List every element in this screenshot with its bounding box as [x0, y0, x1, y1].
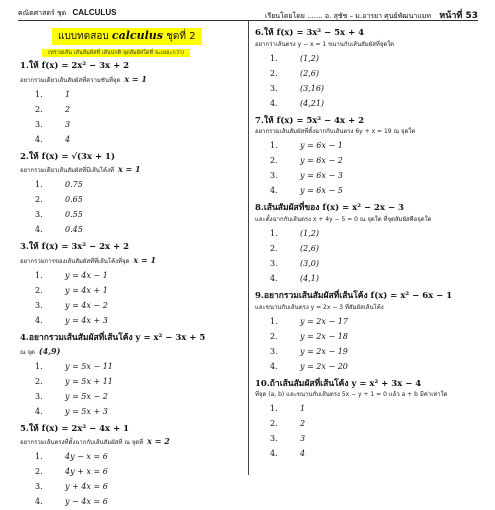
- answer-option[interactable]: [20, 118, 244, 133]
- option-text: (3,16): [300, 83, 325, 93]
- option-number: 4.: [270, 186, 278, 196]
- answer-option[interactable]: [20, 284, 244, 299]
- option-number: 3.: [35, 482, 43, 492]
- option-text: 3: [300, 434, 306, 444]
- header-label: คณิตศาสตร์ ชุด: [18, 9, 67, 17]
- answer-option[interactable]: [255, 52, 477, 67]
- question-description: [255, 305, 477, 312]
- question: [20, 243, 244, 329]
- answer-option[interactable]: [255, 139, 477, 154]
- option-list: [255, 139, 477, 199]
- answer-option[interactable]: [255, 169, 477, 184]
- option-text: 2: [65, 104, 71, 114]
- question: [255, 204, 477, 287]
- question-title: 1.ให้ f(x) = 2x² − 3x + 2: [20, 60, 130, 71]
- option-number: 4.: [35, 406, 43, 416]
- option-text: y = 6x − 2: [300, 156, 343, 166]
- answer-option[interactable]: [255, 447, 477, 462]
- option-number: 4.: [35, 497, 43, 507]
- option-number: 4.: [35, 134, 43, 144]
- question-title: 3.ให้ f(x) = 3x² − 2x + 2: [20, 242, 130, 253]
- question-description: [255, 129, 477, 136]
- option-list: [255, 52, 477, 112]
- title-box: [52, 28, 202, 45]
- question-description: [20, 347, 244, 357]
- option-number: 2.: [35, 195, 43, 205]
- option-number: 4.: [270, 361, 278, 371]
- question-title: 2.ให้ f(x) = √(3x + 1): [20, 151, 115, 162]
- option-text: y − 4x = 6: [65, 497, 108, 507]
- question-description-text: อยากรวมเดียวเส้นสัมผัสที่มีเส้นโค้งที่: [20, 167, 114, 175]
- option-list: [20, 88, 244, 148]
- answer-option[interactable]: [255, 184, 477, 199]
- answer-option[interactable]: [255, 345, 477, 360]
- question-description-text: ที่จุด (a, b) และขนานกับเส้นตรง 5x − y + 1 = 0 แล้ว a + b มีค่าเท่าใด: [255, 391, 448, 399]
- answer-option[interactable]: [20, 299, 244, 314]
- option-list: [20, 178, 244, 238]
- question-description: [20, 165, 244, 175]
- option-text: (1,2): [300, 228, 319, 238]
- answer-option[interactable]: [20, 269, 244, 284]
- option-text: y = 4x − 1: [65, 270, 108, 280]
- option-list: [20, 360, 244, 420]
- question-description-text: ณ จุด: [20, 348, 35, 356]
- option-number: 3.: [35, 119, 43, 129]
- option-number: 2.: [35, 467, 43, 477]
- left-column: [20, 24, 244, 510]
- option-number: 2.: [270, 156, 278, 166]
- answer-option[interactable]: [255, 227, 477, 242]
- option-text: (1,2): [300, 53, 319, 63]
- answer-option[interactable]: [255, 330, 477, 345]
- option-text: 0.55: [65, 210, 83, 220]
- answer-option[interactable]: [255, 402, 477, 417]
- option-number: 2.: [270, 419, 278, 429]
- option-text: 2: [300, 419, 306, 429]
- option-list: [20, 269, 244, 329]
- answer-option[interactable]: [255, 360, 477, 375]
- option-text: (2,6): [300, 243, 319, 253]
- answer-option[interactable]: [255, 242, 477, 257]
- option-text: y = 4x − 2: [65, 300, 108, 310]
- option-number: 1.: [270, 404, 278, 414]
- question-description: [255, 42, 477, 49]
- answer-option[interactable]: [255, 82, 477, 97]
- answer-option[interactable]: [20, 450, 244, 465]
- option-text: y = 2x − 19: [300, 346, 348, 356]
- answer-option[interactable]: [20, 133, 244, 148]
- page-header: [18, 6, 478, 20]
- answer-option[interactable]: [255, 417, 477, 432]
- option-number: 4.: [35, 225, 43, 235]
- option-text: y = 6x − 3: [300, 171, 343, 181]
- question: [20, 334, 244, 420]
- question-title: 5.ให้ f(x) = 2x² − 4x + 1: [20, 423, 130, 434]
- option-number: 3.: [35, 391, 43, 401]
- option-number: 2.: [35, 285, 43, 295]
- option-list: [20, 450, 244, 510]
- answer-option[interactable]: [255, 432, 477, 447]
- option-text: y = 2x − 18: [300, 331, 348, 341]
- option-text: 4: [65, 134, 71, 144]
- option-text: 4y − x = 6: [65, 452, 108, 462]
- answer-option[interactable]: [255, 257, 477, 272]
- page-number: หน้าที่ 53: [439, 11, 478, 21]
- answer-option[interactable]: [20, 360, 244, 375]
- option-number: 2.: [35, 376, 43, 386]
- answer-option[interactable]: [20, 208, 244, 223]
- option-number: 2.: [270, 243, 278, 253]
- option-text: 0.65: [65, 195, 83, 205]
- option-number: 3.: [270, 83, 278, 93]
- question-title: 7.ให้ f(x) = 5x² − 4x + 2: [255, 115, 365, 126]
- answer-option[interactable]: [20, 495, 244, 510]
- question-description: [20, 256, 244, 266]
- question: [20, 153, 244, 239]
- answer-option[interactable]: [20, 223, 244, 238]
- title-italic: calculus: [111, 29, 163, 42]
- question-description: [255, 217, 477, 224]
- answer-option[interactable]: [20, 465, 244, 480]
- title-prefix: แบบทดสอบ: [58, 31, 109, 42]
- question: [255, 117, 477, 200]
- option-text: y = 2x − 20: [300, 361, 348, 371]
- subtitle-box: (ทรายเส้น เส้นสัมผัสที่ เส้นปกติ จุดสัมผัสใดที่ จะเยอะกว่า): [42, 49, 190, 57]
- answer-option[interactable]: [20, 193, 244, 208]
- option-text: 0.75: [65, 180, 83, 190]
- option-list: [255, 402, 477, 462]
- question-title: 4.อยากรวมเส้นสัมผัสที่เส้นโค้ง y = x² − 3x + 5: [20, 332, 206, 343]
- option-number: 1.: [270, 141, 278, 151]
- question-description-text: อยากรวมเดียวเส้นสัมผัสที่ความชันที่จุด: [20, 76, 121, 84]
- question-description: [20, 75, 244, 85]
- option-text: 1: [300, 404, 306, 414]
- question-description-text: อยากว่าเส้นตรง y − x = 1 ขนานกับเส้นสัมผัสที่จุดใด: [255, 40, 395, 48]
- option-number: 3.: [270, 171, 278, 181]
- question-description-text: และตั้งฉากกับเส้นตรง x + 4y − 5 = 0 ณ จุดใด ที่จุดสัมผัสคือจุดใด: [255, 216, 432, 224]
- option-text: y = 4x + 1: [65, 285, 108, 295]
- answer-option[interactable]: [20, 480, 244, 495]
- question-description-math: x = 1: [124, 73, 147, 84]
- question-description: [255, 392, 477, 399]
- question-description-math: (4,9): [38, 345, 61, 356]
- question-title: 10.ถ้าเส้นสัมผัสที่เส้นโค้ง y = x² + 3x − 4: [255, 378, 422, 389]
- question: [20, 425, 244, 510]
- question-description-text: อยากรวมเส้นสัมผัสที่ตั้งฉากกับเส้นตรง 6y + x = 19 ณ จุดใด: [255, 128, 416, 136]
- option-list: [255, 315, 477, 375]
- question-title: 9.อยากรวมเส้นสัมผัสที่เส้นโค้ง f(x) = x² − 6x − 1: [255, 290, 453, 301]
- option-number: 3.: [35, 210, 43, 220]
- option-text: y = 6x − 5: [300, 186, 343, 196]
- answer-option[interactable]: [255, 154, 477, 169]
- option-number: 2.: [35, 104, 43, 114]
- option-number: 2.: [270, 331, 278, 341]
- option-text: y = 5x − 11: [65, 361, 113, 371]
- option-text: (3,0): [300, 258, 319, 268]
- option-number: 3.: [270, 346, 278, 356]
- question-description: [20, 437, 244, 447]
- question-description-math: x = 1: [117, 164, 141, 175]
- question: [255, 292, 477, 375]
- option-text: y + 4x = 6: [65, 482, 108, 492]
- option-text: 3: [65, 119, 71, 129]
- option-number: 3.: [270, 258, 278, 268]
- option-number: 4.: [270, 449, 278, 459]
- title-suffix: ชุดที่ 2: [166, 31, 196, 42]
- option-text: (4,1): [300, 273, 319, 283]
- option-text: 4: [300, 449, 306, 459]
- right-questions: [255, 29, 477, 462]
- option-text: y = 2x − 17: [300, 316, 348, 326]
- option-text: 4y + x = 6: [65, 467, 108, 477]
- header-left: [18, 8, 116, 19]
- option-text: 1: [65, 89, 71, 99]
- answer-option[interactable]: [20, 314, 244, 329]
- question: [255, 380, 477, 463]
- option-text: y = 6x − 1: [300, 141, 343, 151]
- answer-option[interactable]: [20, 375, 244, 390]
- option-number: 1.: [270, 53, 278, 63]
- option-number: 1.: [270, 228, 278, 238]
- header-author: เรียนโดยโดย ....... อ. สุชัช – ม.อารยา ศุนย์พัฒนาแมท: [265, 12, 432, 20]
- option-text: y = 5x − 2: [65, 391, 108, 401]
- question-description-math: x = 2: [147, 436, 170, 447]
- answer-option[interactable]: [255, 272, 477, 287]
- option-number: 1.: [35, 361, 43, 371]
- option-number: 1.: [35, 452, 43, 462]
- option-number: 1.: [35, 270, 43, 280]
- option-text: y = 5x + 11: [65, 376, 113, 386]
- answer-option[interactable]: [20, 178, 244, 193]
- answer-option[interactable]: [255, 315, 477, 330]
- answer-option[interactable]: [20, 88, 244, 103]
- answer-option[interactable]: [255, 67, 477, 82]
- option-number: 1.: [270, 316, 278, 326]
- option-number: 3.: [35, 300, 43, 310]
- option-number: 1.: [35, 180, 43, 190]
- option-text: y = 5x + 3: [65, 406, 108, 416]
- question-description-text: และขนานกับเส้นตรง y = 2x − 3 ที่สัมผัสเส้นโค้ง: [255, 303, 384, 311]
- right-column: [255, 24, 477, 462]
- question-description-math: x = 1: [133, 255, 157, 266]
- option-number: 4.: [35, 315, 43, 325]
- option-number: 2.: [270, 68, 278, 78]
- option-text: 0.45: [65, 225, 83, 235]
- option-number: 4.: [270, 273, 278, 283]
- option-number: 3.: [270, 434, 278, 444]
- option-number: 1.: [35, 89, 43, 99]
- question-description-text: อยากรวมเส้นตรงที่ตั้งฉากกับเส้นสัมผัสที่ ณ จุดที่: [20, 439, 144, 447]
- option-text: (2,6): [300, 68, 319, 78]
- answer-option[interactable]: [20, 390, 244, 405]
- header-subject: CALCULUS: [72, 8, 117, 17]
- question-description-text: อยากรวมการของเส้นสัมผัสที่ที่เส้นโค้งที่จุด: [20, 258, 130, 266]
- option-number: 4.: [270, 98, 278, 108]
- option-list: [255, 227, 477, 287]
- left-questions: [20, 62, 244, 510]
- question-title: 8.เส้นสัมผัสที่ของ f(x) = x² − 2x − 3: [255, 203, 404, 214]
- answer-option[interactable]: [255, 97, 477, 112]
- question-title: 6.ให้ f(x) = 3x² − 5x + 4: [255, 28, 365, 38]
- option-text: (4,21): [300, 98, 325, 108]
- question: [255, 29, 477, 112]
- option-text: y = 4x + 3: [65, 315, 108, 325]
- answer-option[interactable]: [20, 405, 244, 420]
- question: [20, 62, 244, 148]
- column-divider: [248, 20, 249, 475]
- answer-option[interactable]: [20, 103, 244, 118]
